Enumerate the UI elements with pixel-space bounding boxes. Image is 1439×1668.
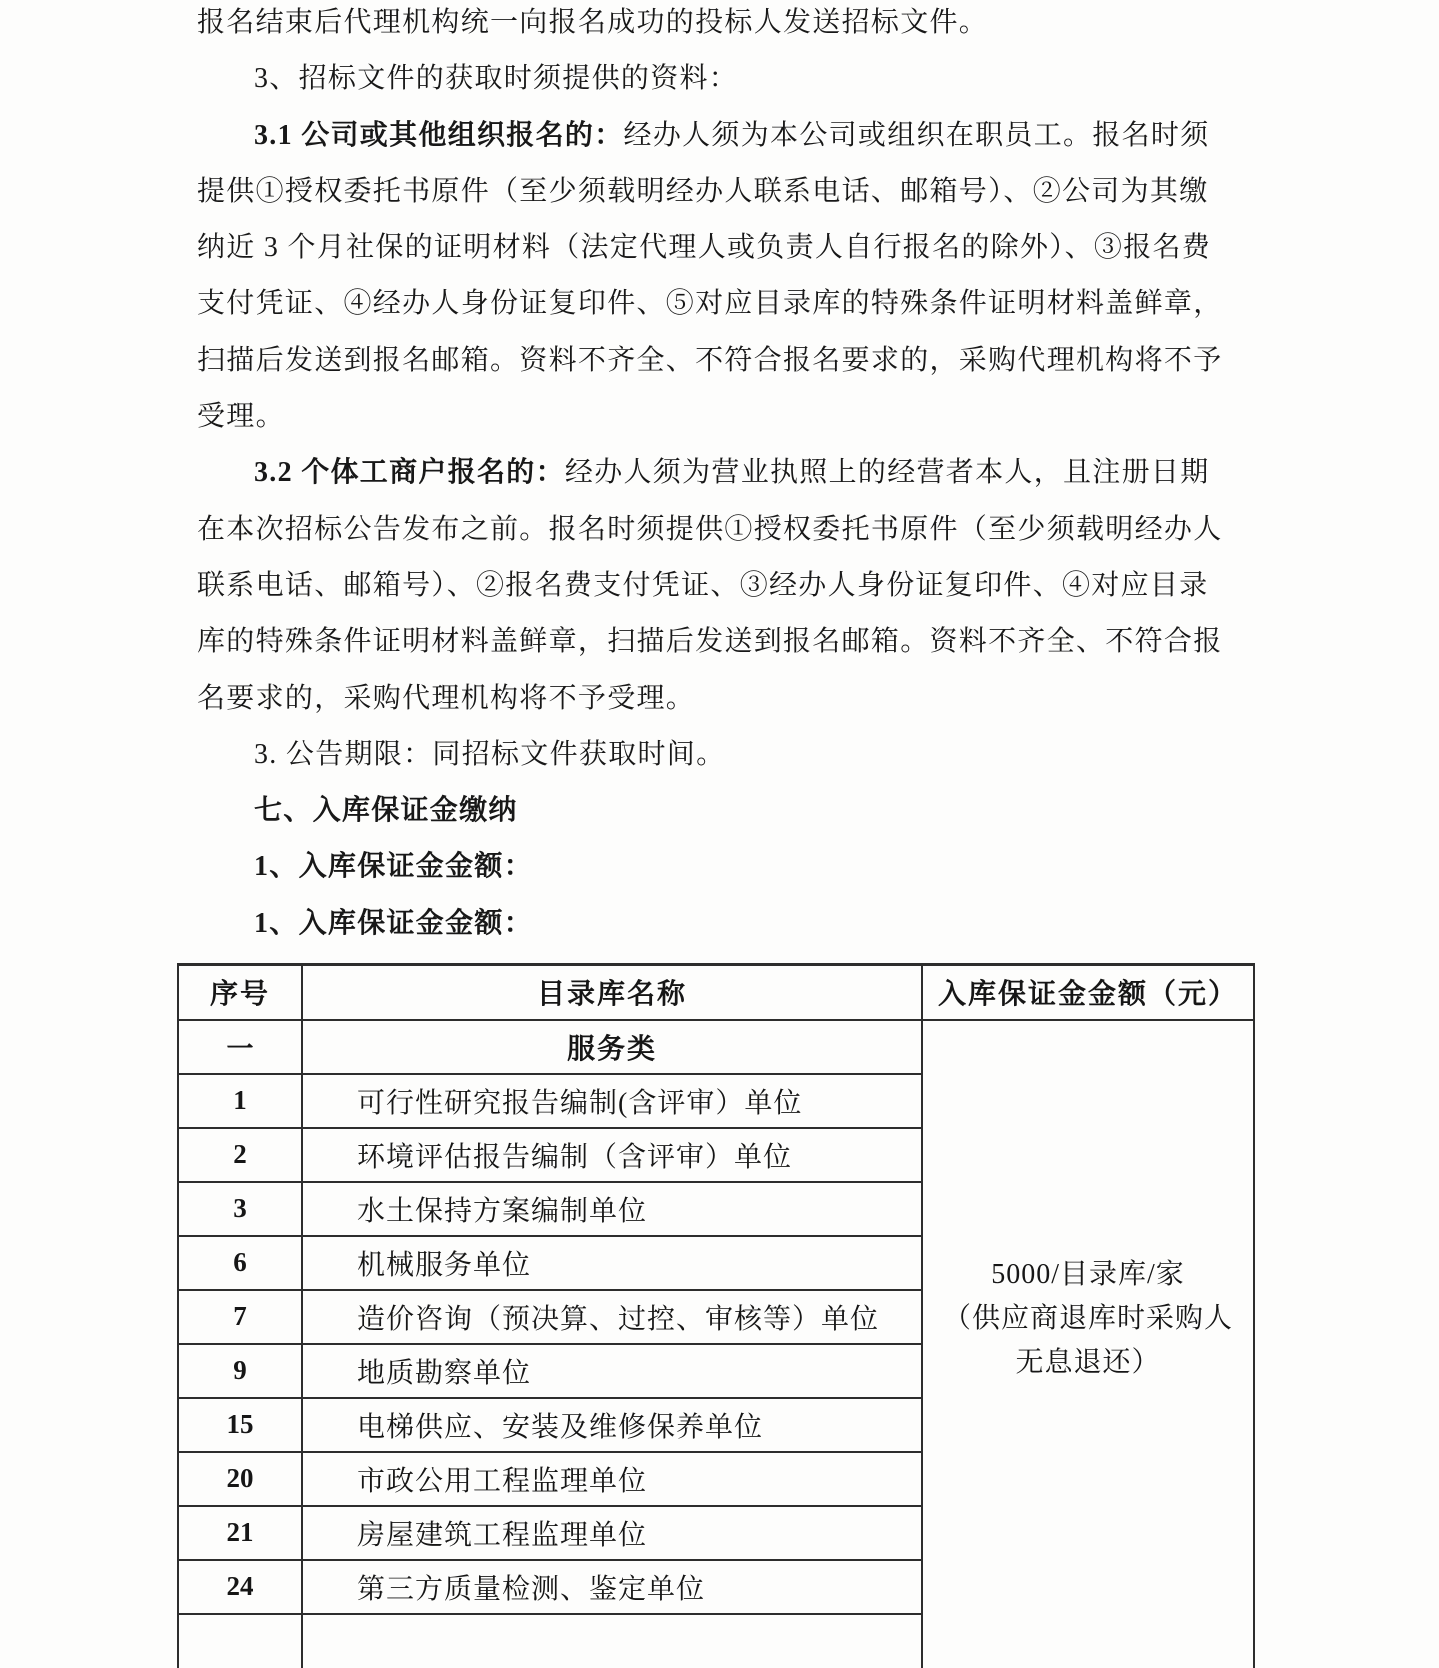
row-catalog-name: 第三方质量检测、鉴定单位 xyxy=(302,1560,922,1614)
line-text: 经办人须为营业执照上的经营者本人，且注册日期 xyxy=(564,457,1210,489)
deposit-amount-note-line1: （供应商退库时采购人 xyxy=(942,1303,1233,1334)
paragraph-line xyxy=(197,614,1237,670)
row-serial: 2 xyxy=(178,1128,302,1182)
deposit-amount-note-line2: 无息退还） xyxy=(1015,1347,1161,1378)
row-catalog-name: 电梯供应、安装及维修保养单位 xyxy=(302,1398,922,1452)
paragraph-line xyxy=(197,276,1237,332)
line-text: 受理。 xyxy=(197,401,285,433)
paragraph-line xyxy=(197,333,1237,389)
category-name: 服务类 xyxy=(302,1020,922,1074)
header-serial-number: 序号 xyxy=(178,965,302,1020)
paragraph-line xyxy=(197,0,1237,51)
line-text: 3. 公告期限：同招标文件获取时间。 xyxy=(254,738,726,770)
row-catalog-name: 地质勘察单位 xyxy=(302,1344,922,1398)
row-serial: 20 xyxy=(178,1452,302,1506)
header-deposit-amount: 入库保证金金额（元） xyxy=(922,965,1254,1020)
line-text: 名要求的，采购代理机构将不予受理。 xyxy=(197,682,696,714)
section-heading xyxy=(197,783,1237,839)
row-catalog-name: 市政公用工程监理单位 xyxy=(302,1452,922,1506)
paragraph-line xyxy=(197,389,1237,445)
row-serial: 21 xyxy=(178,1506,302,1560)
category-row xyxy=(178,1020,1254,1074)
row-catalog-name: 造价咨询（预决算、过控、审核等）单位 xyxy=(302,1290,922,1344)
deposit-table xyxy=(177,963,1255,1668)
line-text: 经办人须为本公司或组织在职员工。报名时须 xyxy=(623,119,1210,151)
line-bold-lead: 3.2 个体工商户报名的： xyxy=(254,457,565,489)
line-bold-lead: 3.1 公司或其他组织报名的： xyxy=(254,119,624,151)
row-catalog-name: 机械服务单位 xyxy=(302,1236,922,1290)
line-text: 在本次招标公告发布之前。报名时须提供①授权委托书原件（至少须载明经办人 xyxy=(197,513,1223,545)
row-catalog-name: 可行性研究报告编制(含评审）单位 xyxy=(302,1074,922,1128)
row-catalog-name: 环境评估报告编制（含评审）单位 xyxy=(302,1128,922,1182)
paragraph-line xyxy=(197,558,1237,614)
line-text: 报名结束后代理机构统一向报名成功的投标人发送招标文件。 xyxy=(197,7,989,38)
line-text: 提供①授权委托书原件（至少须载明经办人联系电话、邮箱号）、②公司为其缴 xyxy=(197,175,1209,207)
paragraph-line xyxy=(197,51,1237,107)
deposit-amount-cell xyxy=(922,1020,1254,1668)
line-text: 扫描后发送到报名邮箱。资料不齐全、不符合报名要求的，采购代理机构将不予 xyxy=(197,344,1223,376)
row-serial: 15 xyxy=(178,1398,302,1452)
row-catalog-name: 水土保持方案编制单位 xyxy=(302,1182,922,1236)
line-text: 3、招标文件的获取时须提供的资料： xyxy=(254,63,739,95)
row-serial: 1 xyxy=(178,1074,302,1128)
line-bold-lead: 1、入库保证金金额： xyxy=(254,851,534,883)
line-text: 联系电话、邮箱号）、②报名费支付凭证、③经办人身份证复印件、④对应目录 xyxy=(197,569,1209,601)
line-text: 库的特殊条件证明材料盖鲜章，扫描后发送到报名邮箱。资料不齐全、不符合报 xyxy=(197,626,1223,658)
header-catalog-name: 目录库名称 xyxy=(302,965,922,1020)
table-header-row xyxy=(178,965,1254,1020)
line-text: 支付凭证、④经办人身份证复印件、⑤对应目录库的特殊条件证明材料盖鲜章， xyxy=(197,288,1223,320)
row-catalog-name-cutoff xyxy=(302,1614,922,1668)
row-serial: 7 xyxy=(178,1290,302,1344)
line-bold-lead: 1、入库保证金金额： xyxy=(254,907,534,939)
row-catalog-name: 房屋建筑工程监理单位 xyxy=(302,1506,922,1560)
row-serial: 24 xyxy=(178,1560,302,1614)
row-serial: 9 xyxy=(178,1344,302,1398)
row-serial: 3 xyxy=(178,1182,302,1236)
paragraph-line xyxy=(197,220,1237,276)
document-text xyxy=(197,0,1237,952)
line-bold-lead: 七、入库保证金缴纳 xyxy=(254,795,518,827)
paragraph-line xyxy=(197,164,1237,220)
line-text: 纳近 3 个月社保的证明材料（法定代理人或负责人自行报名的除外）、③报名费 xyxy=(197,232,1212,264)
category-serial: 一 xyxy=(178,1020,302,1074)
paragraph-line xyxy=(197,502,1237,558)
paragraph-line xyxy=(197,108,1237,164)
section-heading xyxy=(197,839,1237,895)
row-serial-cutoff xyxy=(178,1614,302,1668)
paragraph-line xyxy=(197,727,1237,783)
paragraph-line xyxy=(197,445,1237,501)
deposit-amount-value: 5000/目录库/家 xyxy=(991,1259,1185,1290)
row-serial: 6 xyxy=(178,1236,302,1290)
section-heading xyxy=(197,896,1237,952)
paragraph-line xyxy=(197,671,1237,727)
